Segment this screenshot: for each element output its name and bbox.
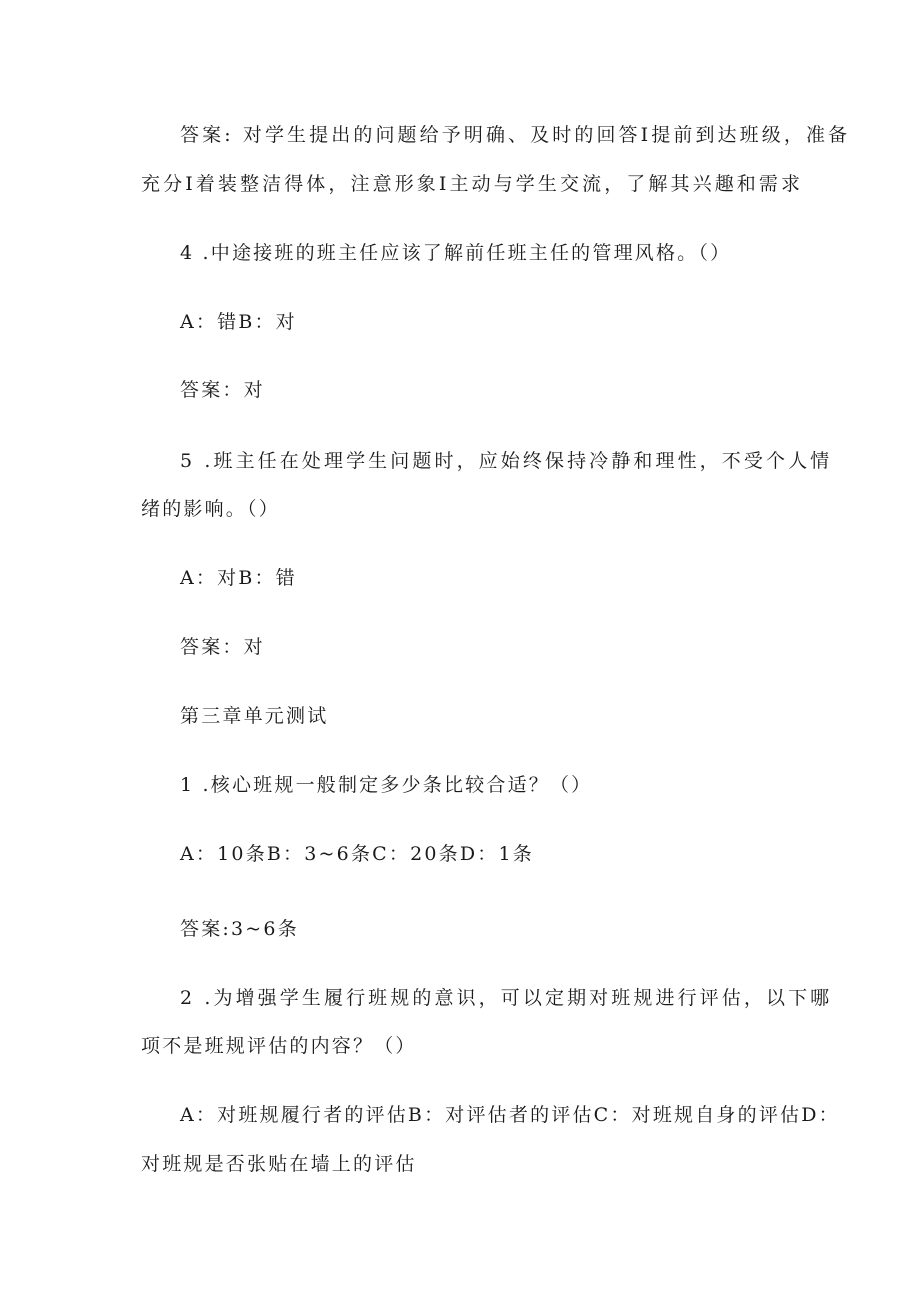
question-5-options: A：对B：错 [180, 567, 297, 589]
question-1-answer: 答案:3~6条 [180, 918, 299, 940]
chapter-heading: 第三章单元测试 [180, 705, 329, 727]
question-2-options-part2: 对班规是否张贴在墙上的评估 [141, 1153, 417, 1175]
question-2-text-part2: 项不是班规评估的内容？（） [141, 1035, 417, 1057]
question-1-text: 1 .核心班规一般制定多少条比较合适？（） [180, 774, 593, 796]
question-5-text-part2: 绪的影响。（） [141, 498, 280, 520]
question-4-text: 4 .中途接班的班主任应该了解前任班主任的管理风格。（） [180, 242, 732, 264]
question-4-answer: 答案：对 [180, 379, 265, 401]
question-2-options-part1: A：对班规履行者的评估B：对评估者的评估C：对班规自身的评估D： [180, 1104, 840, 1126]
answer-line-q3-part1: 答案: 对学生提出的问题给予明确、及时的回答I提前到达班级，准备 [180, 124, 851, 146]
question-5-answer: 答案：对 [180, 636, 265, 658]
question-5-text-part1: 5 .班主任在处理学生问题时，应始终保持冷静和理性，不受个人情 [180, 450, 833, 472]
question-1-options: A：10条B：3~6条C：20条D：1条 [180, 843, 534, 865]
answer-line-q3-part2: 充分I着装整洁得体，注意形象I主动与学生交流，了解其兴趣和需求 [141, 173, 804, 195]
question-4-options: A：错B：对 [180, 311, 297, 333]
question-2-text-part1: 2 .为增强学生履行班规的意识，可以定期对班规进行评估，以下哪 [180, 987, 833, 1009]
